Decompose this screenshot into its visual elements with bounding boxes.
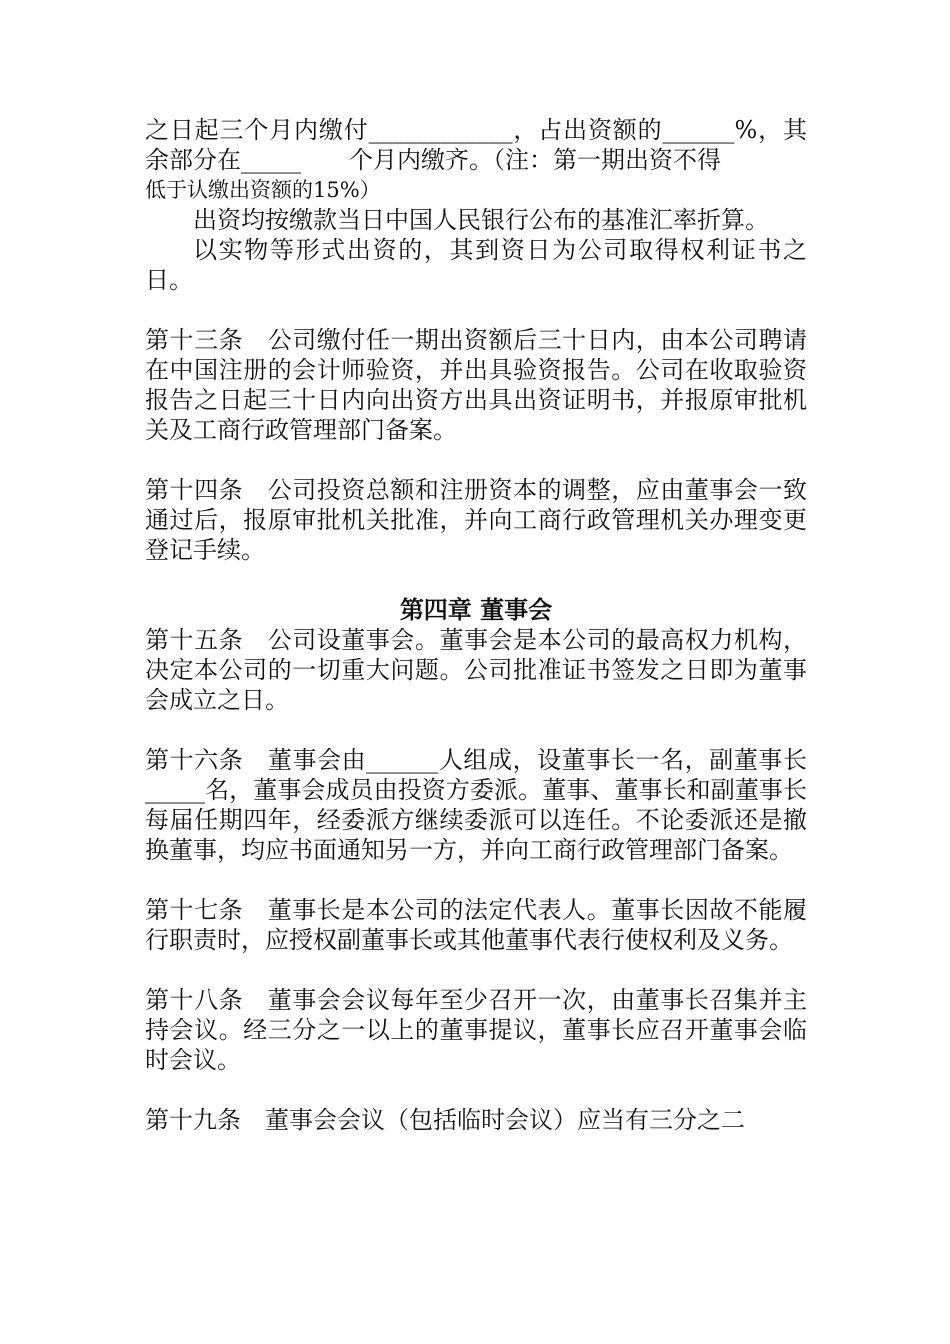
article-16: 第十六条 董事会由______人组成，设董事长一名，副董事长_____名，董事会成员由投资方委派。董事、董事长和副董事长每届任期四年，经委派方继续委派可以连任。不论委派还是撤换董事，均应书面通知另一方，并向工商行政管理部门备案。: [145, 746, 807, 864]
paragraph-exchange-rate: 出资均按缴款当日中国人民银行公布的基准汇率折算。: [193, 206, 769, 234]
paragraph-contribution-note: 低于认缴出资额的15%）: [145, 178, 381, 202]
spacer: [145, 565, 807, 595]
article-14: 第十四条 公司投资总额和注册资本的调整，应由董事会一致通过后，报原审批机关批准，并向工商行政管理机关办理变更登记手续。: [145, 476, 807, 564]
article-17: 第十七条 董事长是本公司的法定代表人。董事长因故不能履行职责时，应授权副董事长或其他董事代表行使权利及义务。: [145, 896, 807, 954]
spacer: [145, 865, 807, 895]
paragraph-in-kind-contribution: 以实物等形式出资的，其到资日为公司取得权利证书之日。: [145, 236, 807, 294]
spacer: [145, 295, 807, 325]
chapter-title: 第四章 董事会: [399, 596, 553, 624]
spacer: [145, 955, 807, 985]
document-body: [145, 115, 807, 1135]
spacer: [145, 445, 807, 475]
article-13: 第十三条 公司缴付任一期出资额后三十日内，由本公司聘请在中国注册的会计师验资，并出具验资报告。公司在收取验资报告之日起三十日内向出资方出具出资证明书，并报原审批机关及工商行政管理部门备案。: [145, 326, 807, 444]
paragraph-contribution-schedule: 之日起三个月内缴付____________，占出资额的______%，其余部分在_____ 个月内缴齐。（注：第一期出资不得: [145, 116, 807, 174]
spacer: [145, 715, 807, 745]
spacer: [145, 1075, 807, 1105]
article-18: 第十八条 董事会会议每年至少召开一次，由董事长召集并主持会议。经三分之一以上的董事提议，董事长应召开董事会临时会议。: [145, 986, 807, 1074]
article-19: 第十九条 董事会会议（包括临时会议）应当有三分之二: [145, 1106, 745, 1134]
article-15: 第十五条 公司设董事会。董事会是本公司的最高权力机构，决定本公司的一切重大问题。公司批准证书签发之日即为董事会成立之日。: [145, 626, 807, 714]
